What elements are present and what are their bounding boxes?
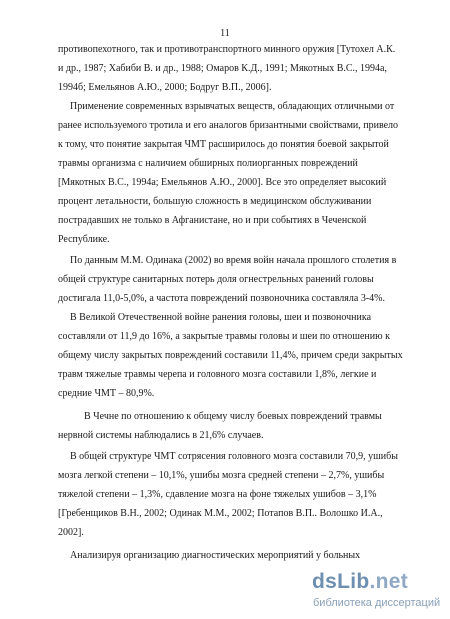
text-line: травм тяжелые травмы черепа и головного мозга составили 1,8%, легкие и bbox=[58, 369, 377, 380]
text-line: Республике. bbox=[58, 234, 110, 245]
text-line: [Мякотных В.С., 1994а; Емельянов А.Ю., 2000]. Все это определяет высокий bbox=[58, 177, 387, 188]
text-line: 1994б; Емельянов А.Ю., 2000; Бодруг В.П., 2006]. bbox=[58, 82, 272, 93]
text-line: и др., 1987; Хабиби В. и др., 1988; Омаров К.Д., 1991; Мякотных В.С., 1994а, bbox=[58, 63, 387, 74]
text-line: процент летальности, большую сложность в медицинском обслуживании bbox=[58, 196, 372, 207]
text-line: мозга легкой степени – 10,1%, ушибы мозга средней степени – 2,7%, ушибы bbox=[58, 470, 385, 481]
watermark-logo-main: dsLib bbox=[312, 570, 370, 593]
text-line: Применение современных взрывчатых веществ, обладающих отличными от bbox=[70, 101, 395, 112]
text-line: В Чечне по отношению к общему числу боевых повреждений травмы bbox=[84, 411, 382, 422]
text-line: ранее используемого тротила и его аналогов бризантными свойствами, привело bbox=[58, 120, 399, 131]
watermark-subtitle: библиотека диссертаций bbox=[313, 597, 441, 609]
text-line: общей структуре санитарных потерь доля огнестрельных ранений головы bbox=[58, 274, 374, 285]
text-line: В общей структуре ЧМТ сотрясения головного мозга составили 70,9, ушибы bbox=[70, 451, 398, 462]
text-line: общему числу закрытых повреждений составили 11,4%, причем среди закрытых bbox=[58, 350, 403, 361]
text-line: нервной системы наблюдались в 21,6% случаев. bbox=[58, 430, 264, 441]
text-line: Анализируя организацию диагностических мероприятий у больных bbox=[70, 550, 361, 561]
text-line: 2002]. bbox=[58, 527, 84, 538]
text-line: [Гребенщиков В.Н., 2002; Одинак М.М., 2002; Потапов В.П.. Волошко И.А., bbox=[58, 508, 383, 519]
text-line: пострадавших не только в Афганистане, но и при событиях в Чеченской bbox=[58, 215, 367, 226]
text-line: составляли от 11,9 до 16%, а закрытые травмы головы и шеи по отношению к bbox=[58, 331, 390, 342]
text-line: достигала 11,0-5,0%, а частота повреждений позвоночника составляла 3-4%. bbox=[58, 293, 385, 304]
text-line: к тому, что понятие закрытая ЧМТ расширилось до понятия боевой закрытой bbox=[58, 139, 389, 150]
text-line: средние ЧМТ – 80,9%. bbox=[58, 388, 155, 399]
text-line: травмы организма с наличием обширных полиорганных повреждений bbox=[58, 158, 358, 169]
text-line: По данным М.М. Одинака (2002) во время войн начала прошлого столетия в bbox=[70, 255, 397, 266]
watermark bbox=[312, 570, 442, 614]
text-line: В Великой Отечественной войне ранения головы, шеи и позвоночника bbox=[70, 312, 372, 323]
text-line: противопехотного, так и противотранспортного минного оружия [Тутохел А.К. bbox=[58, 44, 396, 55]
text-line: тяжелой степени – 1,3%, сдавление мозга на фоне тяжелых ушибов – 3,1% bbox=[58, 489, 377, 500]
page-number: 11 bbox=[220, 28, 230, 39]
watermark-logo bbox=[312, 570, 408, 594]
watermark-logo-tld: .net bbox=[369, 570, 409, 593]
